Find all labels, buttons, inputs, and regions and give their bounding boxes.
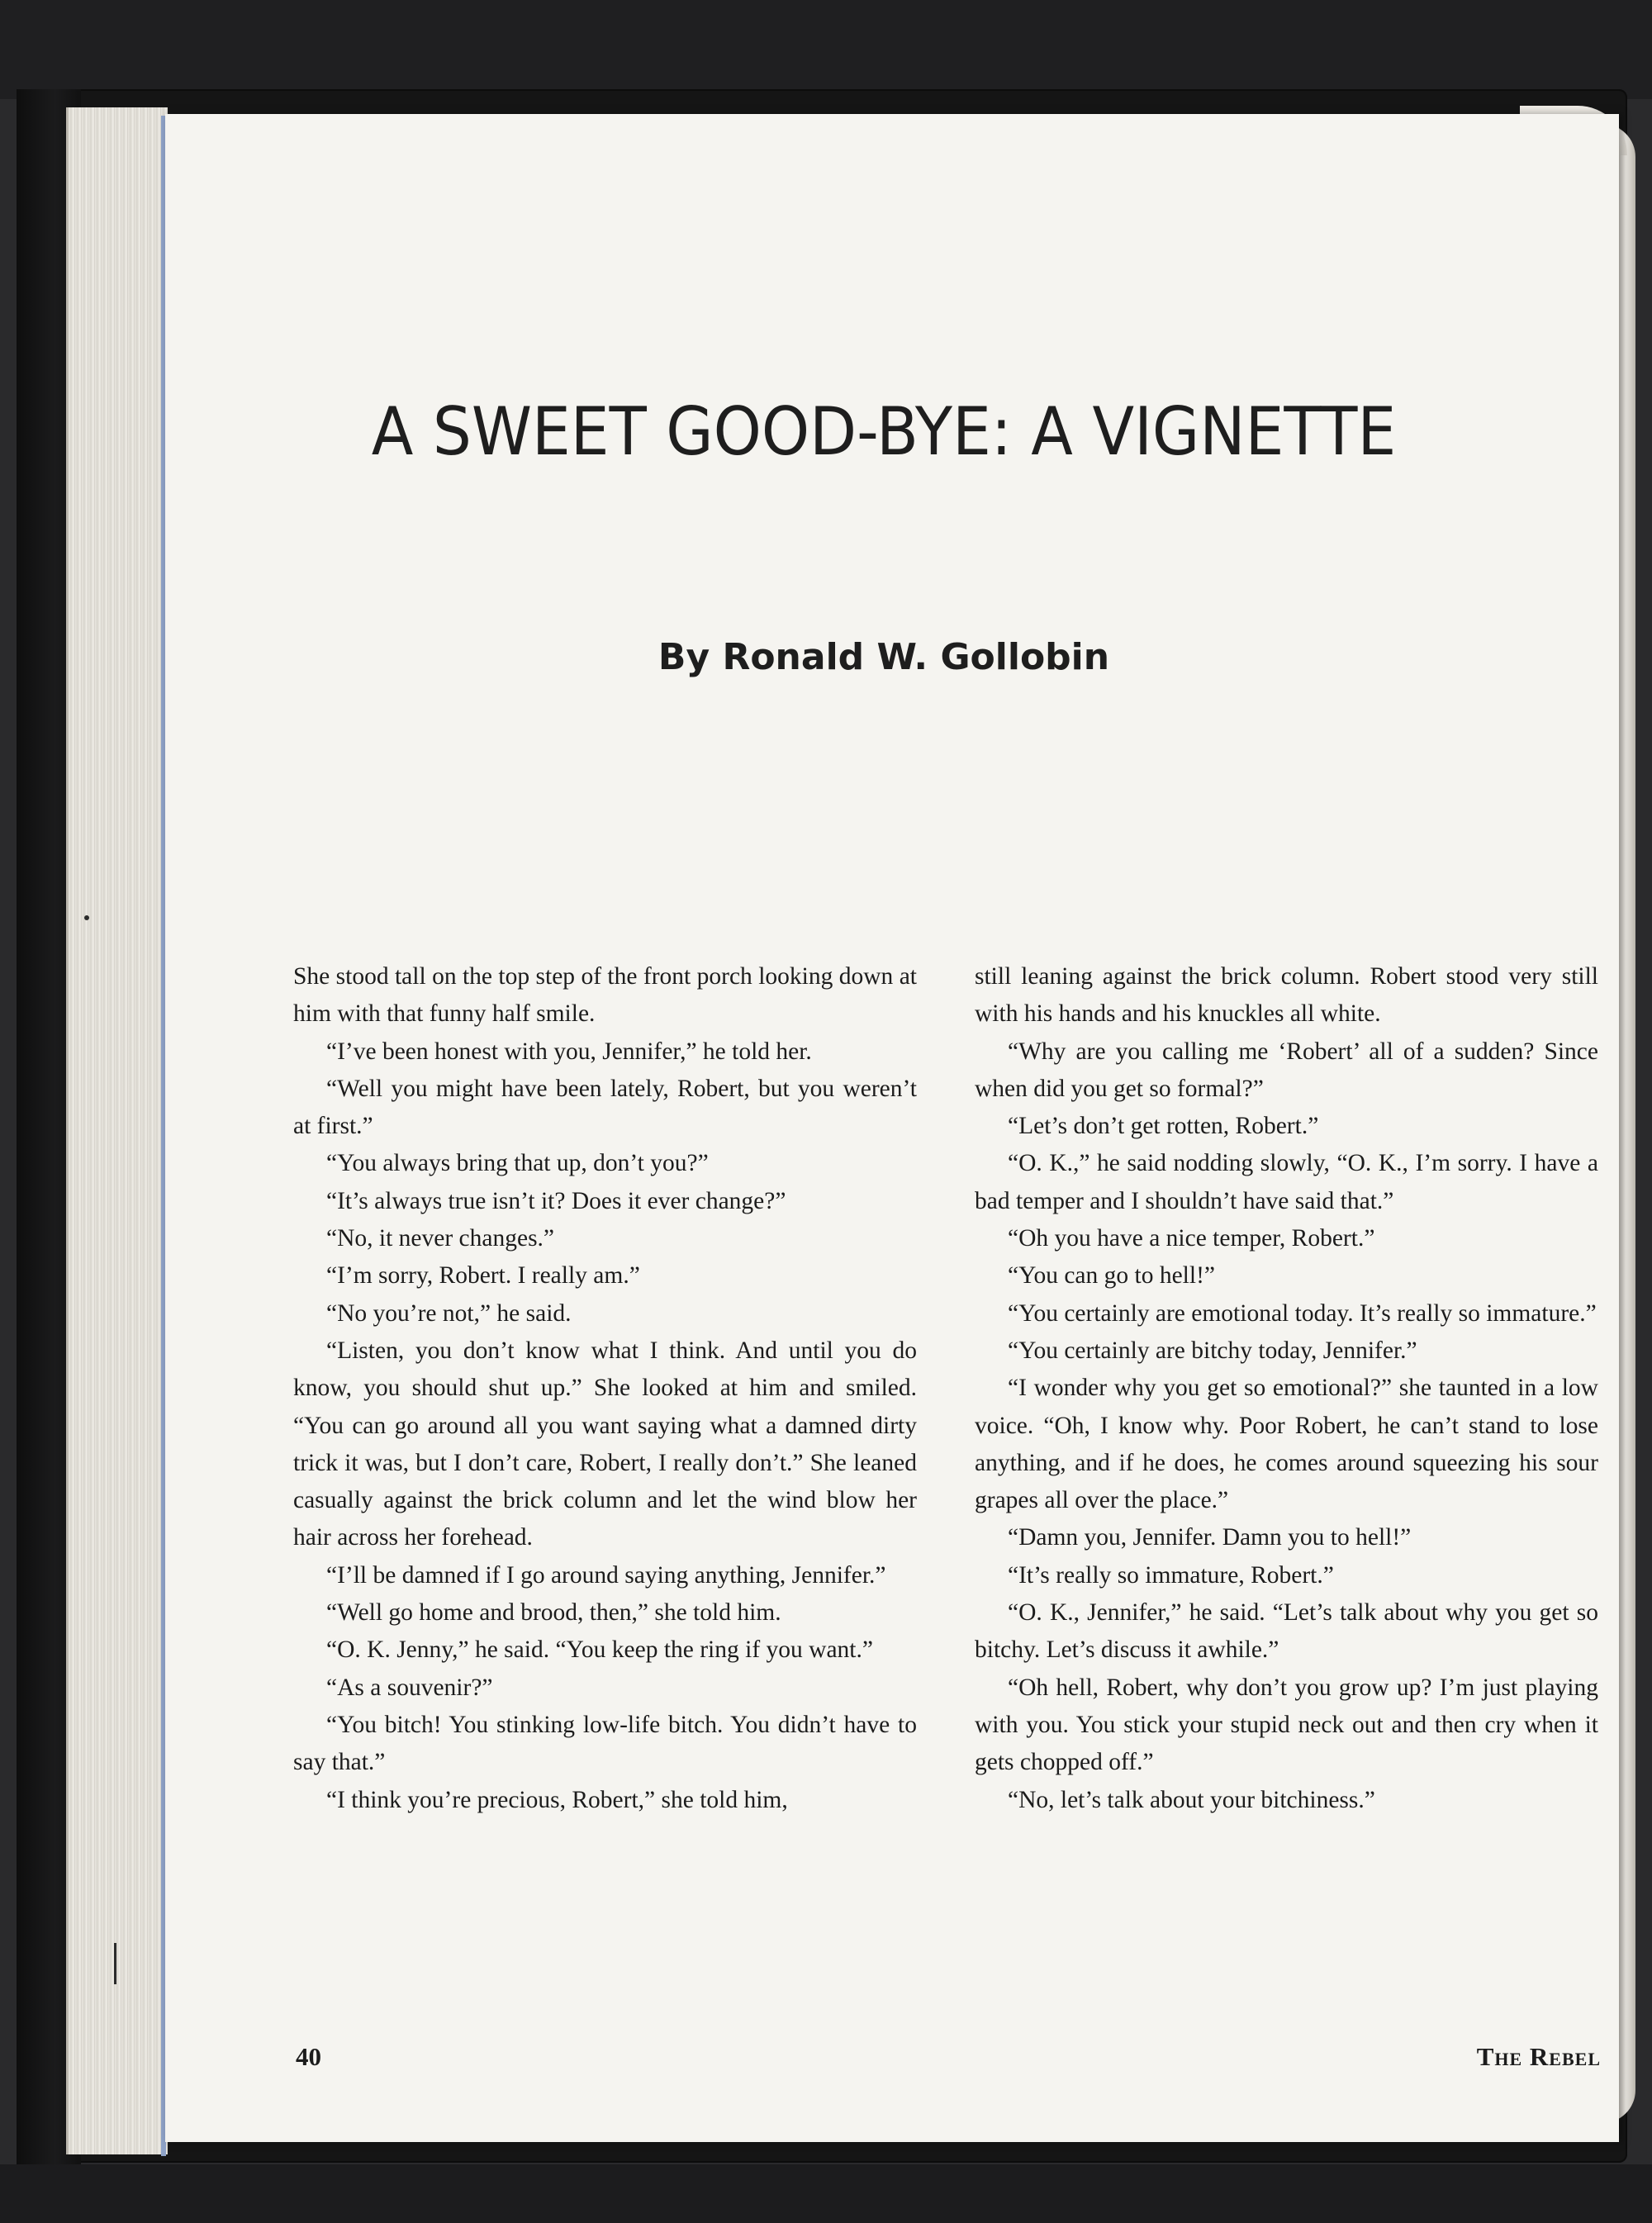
- publication-name: The Rebel: [1476, 2042, 1601, 2071]
- paragraph: “It’s really so immature, Robert.”: [1008, 1561, 1334, 1589]
- article-title: A SWEET GOOD-BYE: A VIGNETTE: [371, 393, 1397, 471]
- left-column: [293, 958, 917, 1819]
- margin-mark: [84, 915, 89, 920]
- paragraph: “Oh hell, Robert, why don’t you grow up? I’m just playing with you. You stick your stupid neck out and then cry when it gets chopped off.”: [975, 1674, 1598, 1776]
- paragraph: “As a souvenir?”: [326, 1674, 493, 1701]
- paragraph: “You bitch! You stinking low-life bitch. You didn’t have to say that.”: [293, 1711, 917, 1776]
- paragraph: “No, let’s talk about your bitchiness.”: [1008, 1786, 1375, 1813]
- paragraph: “Well you might have been lately, Robert, but you weren’t at first.”: [293, 1075, 917, 1140]
- page-stack-left: [66, 107, 168, 2154]
- background-bottom: [0, 2164, 1652, 2223]
- paragraph: “You always bring that up, don’t you?”: [326, 1150, 709, 1177]
- paragraph: “O. K.,” he said nodding slowly, “O. K., I’m sorry. I have a bad temper and I shouldn’t have said that.”: [975, 1150, 1598, 1214]
- paragraph: “I’ve been honest with you, Jennifer,” he told her.: [326, 1038, 812, 1065]
- paragraph: “You certainly are emotional today. It’s really so immature.”: [1008, 1299, 1597, 1327]
- paragraph: “It’s always true isn’t it? Does it ever change?”: [326, 1187, 786, 1214]
- background-top: [0, 0, 1652, 99]
- paragraph: “Oh you have a nice temper, Robert.”: [1008, 1225, 1375, 1252]
- paragraph: “I think you’re precious, Robert,” she told him,: [326, 1786, 788, 1813]
- paragraph: “O. K., Jennifer,” he said. “Let’s talk about why you get so bitchy. Let’s discuss it awhile.”: [975, 1599, 1598, 1664]
- paragraph: “O. K. Jenny,” he said. “You keep the ring if you want.”: [326, 1636, 873, 1664]
- paragraph: “I wonder why you get so emotional?” she taunted in a low voice. “Oh, I know why. Poor Robert, he can’t stand to lose anything, and if he does, he comes around squeezing his sour grapes all over the place.”: [975, 1375, 1598, 1514]
- paragraph: “No you’re not,” he said.: [326, 1299, 572, 1327]
- paragraph: “You can go to hell!”: [1008, 1262, 1215, 1290]
- paragraph: “I’m sorry, Robert. I really am.”: [326, 1262, 640, 1290]
- paragraph: “No, it never changes.”: [326, 1225, 555, 1252]
- paragraph: “Why are you calling me ‘Robert’ all of a sudden? Since when did you get so formal?”: [975, 1038, 1598, 1102]
- article-byline: By Ronald W. Gollobin: [657, 636, 1110, 678]
- paragraph: “Listen, you don’t know what I think. And until you do know, you should shut up.” She looked at him and smiled. “You can go around all you want saying what a damned dirty trick it was, but I don’t care, Robert, I really don’t.” She leaned casually against the brick column and let the wind blow her hair across her forehead.: [293, 1337, 917, 1551]
- page-number: 40: [296, 2042, 321, 2071]
- paragraph: “You certainly are bitchy today, Jennifer.”: [1008, 1337, 1417, 1364]
- margin-line: [114, 1943, 116, 1984]
- right-column: [975, 958, 1598, 1819]
- paragraph: She stood tall on the top step of the front porch looking down at him with that funny half smile.: [293, 963, 917, 1028]
- paragraph: “Let’s don’t get rotten, Robert.”: [1008, 1113, 1319, 1140]
- paragraph: “Well go home and brood, then,” she told him.: [326, 1599, 781, 1627]
- paragraph: “Damn you, Jennifer. Damn you to hell!”: [1008, 1524, 1412, 1551]
- paragraph: still leaning against the brick column. Robert stood very still with his hands and his knuckles all white.: [975, 963, 1598, 1028]
- paragraph: “I’ll be damned if I go around saying anything, Jennifer.”: [326, 1561, 886, 1589]
